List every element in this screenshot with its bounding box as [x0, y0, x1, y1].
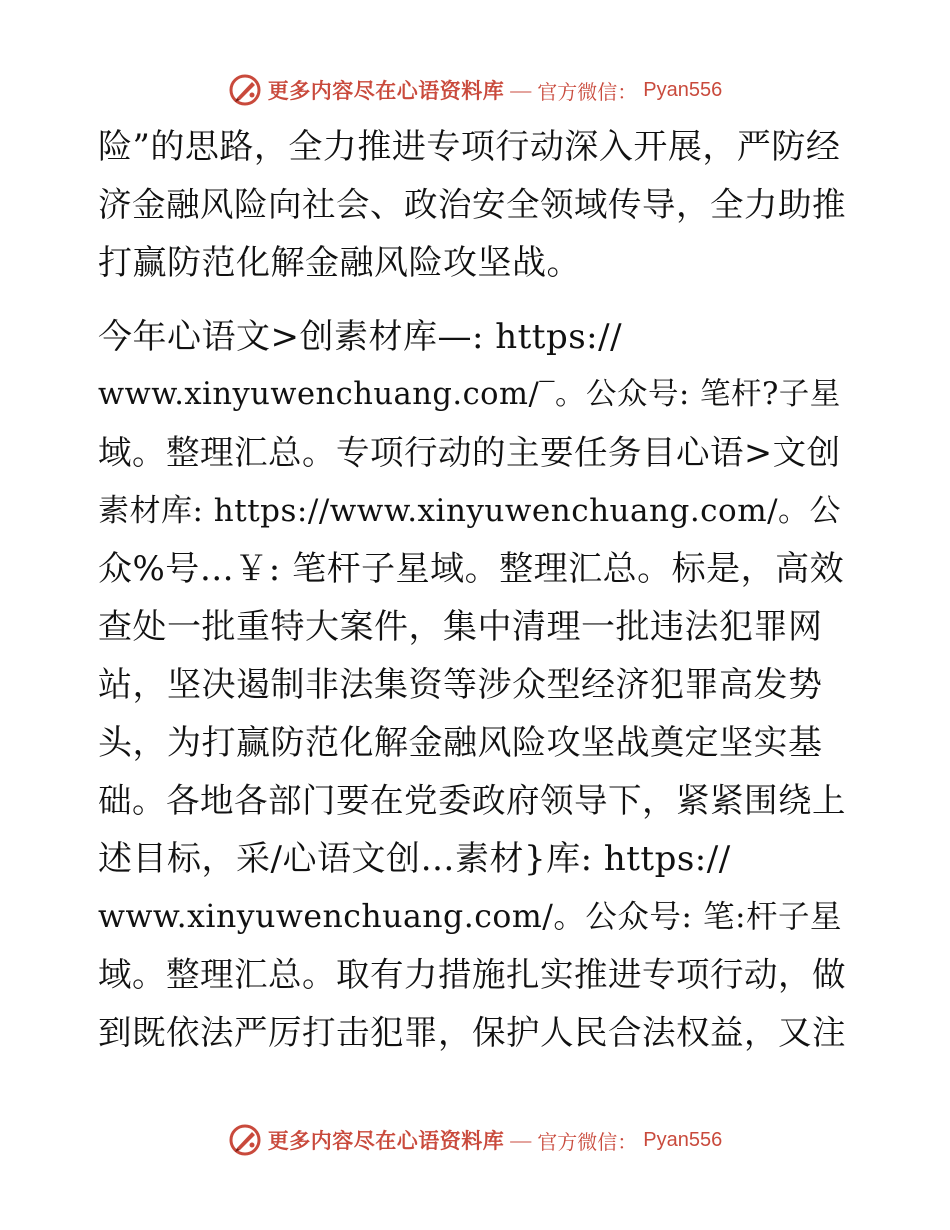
banner-wechat-id: Pyan556	[643, 1128, 723, 1151]
text-line: 域。整理汇总。取有力措施扎实推进专项行动，做	[98, 955, 846, 994]
text-line: 述目标，采/心语文创…素材}库: https://	[98, 839, 731, 879]
text-line: 打赢防范化解金融风险攻坚战。	[98, 243, 581, 283]
text-line: www.xinyuwenchuang.com/。公众号: 笔:杆子星	[98, 899, 843, 935]
text-line: 济金融风险向社会、政治安全领域传导，全力助推	[98, 185, 846, 224]
banner-official-label: 官方微信：	[537, 1131, 638, 1154]
banner-separator: —	[510, 1127, 532, 1152]
text-line: 域。整理汇总。专项行动的主要任务目心语>文创	[98, 433, 841, 472]
banner-official-label: 官方微信：	[537, 81, 638, 104]
text-line: 众%号…￥: 笔杆子星域。整理汇总。标是，高效	[98, 549, 845, 589]
text-line: 素材库: https://www.xinyuwenchuang.com/。公	[98, 493, 842, 529]
text-line: 头，为打赢防范化解金融风险攻坚战奠定坚实基	[98, 723, 823, 763]
footer-banner	[0, 1120, 950, 1160]
text-line: 查处一批重特大案件，集中清理一批违法犯罪网	[98, 607, 823, 647]
banner-separator: —	[510, 77, 532, 102]
banner-title: 更多内容尽在心语资料库	[267, 1129, 505, 1153]
pen-logo-icon	[228, 1123, 262, 1157]
text-line: 到既依法严厉打击犯罪，保护人民合法权益，又注	[98, 1013, 846, 1052]
text-line: 础。各地各部门要在党委政府领导下，紧紧围绕上	[98, 781, 846, 820]
text-line: www.xinyuwenchuang.com/‾。公众号: 笔杆?子星	[98, 377, 841, 412]
banner-title: 更多内容尽在心语资料库	[267, 79, 505, 103]
pen-logo-icon	[228, 73, 262, 107]
text-line: 今年心语文>创素材库—: https://	[98, 317, 623, 357]
text-line: 险”的思路，全力推进专项行动深入开展，严防经	[98, 127, 841, 167]
text-line: 站，坚决遏制非法集资等涉众型经济犯罪高发势	[98, 665, 823, 705]
banner-wechat-id: Pyan556	[643, 78, 723, 101]
header-banner	[0, 70, 950, 110]
